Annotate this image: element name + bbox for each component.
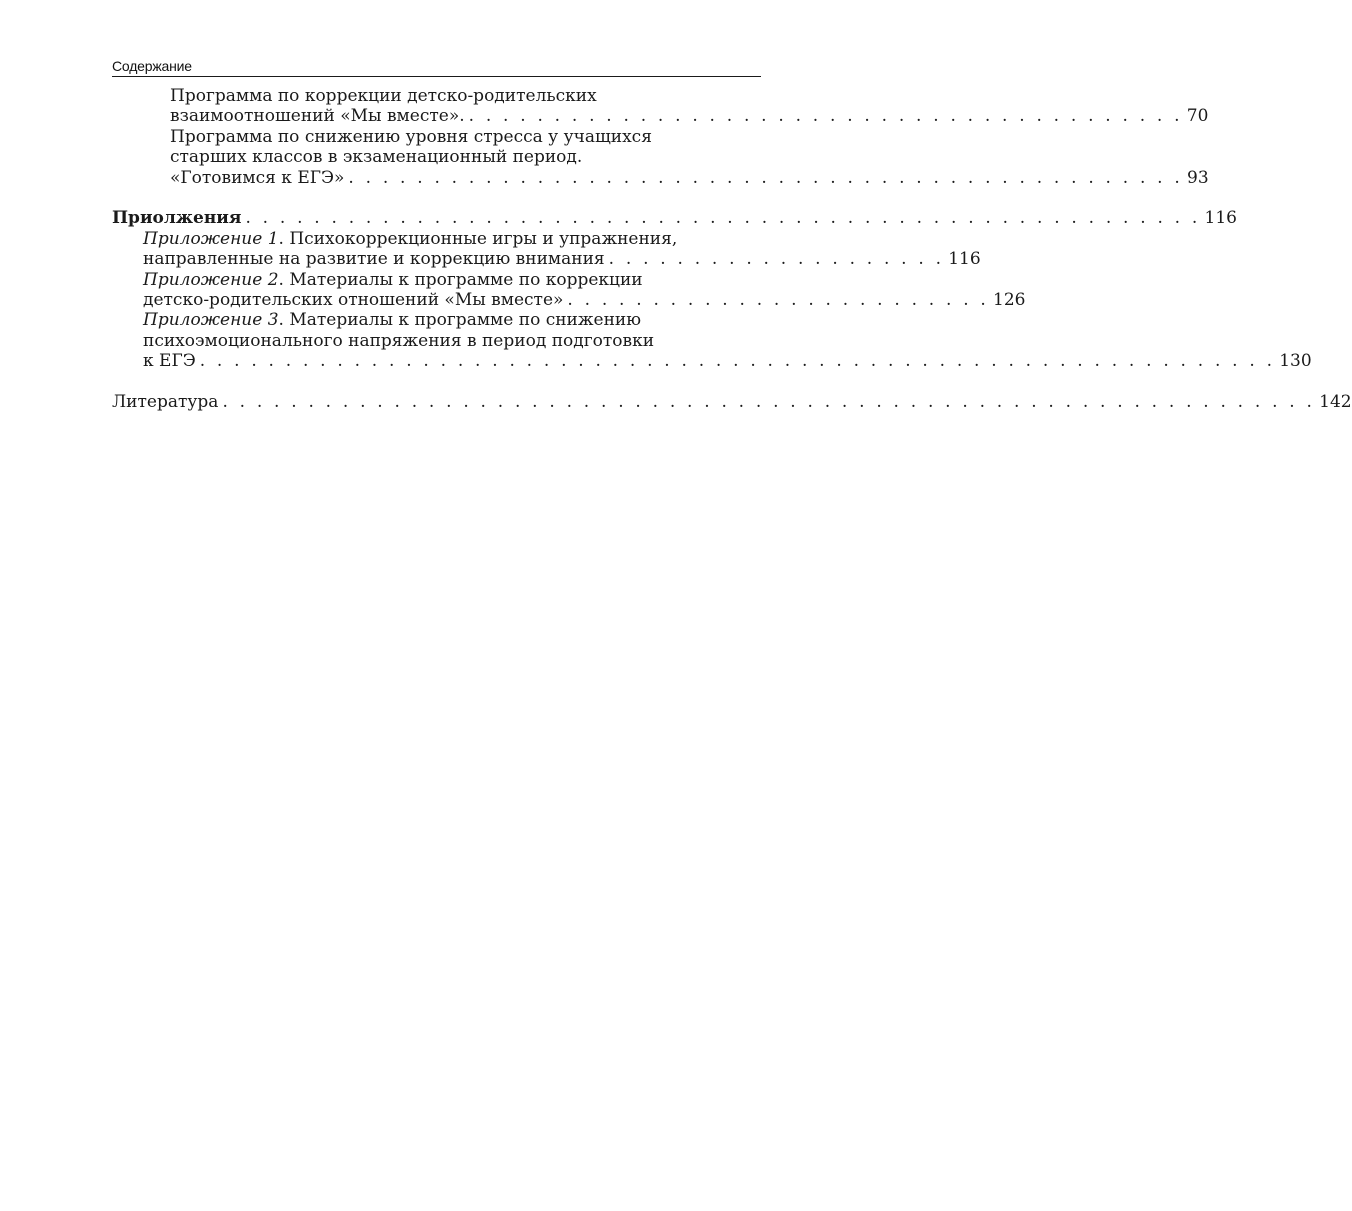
table-of-contents: [112, 86, 1352, 413]
toc-section-title: Приолжения: [112, 208, 242, 229]
toc-section-title: Литература: [112, 392, 219, 413]
header-rule: [112, 76, 761, 77]
toc-entry-text: . Материалы к программе по коррекции: [278, 269, 643, 290]
toc-page-number: 116: [1204, 208, 1237, 229]
toc-entry-text: Программа по снижению уровня стресса у учащихся: [170, 126, 652, 147]
dot-leader: . . . . . . . . . . . . . . . . . . . . . . . . . . . . . . . . . . . . . . . . . . . . . . . . .: [348, 167, 1183, 188]
dot-leader: . . . . . . . . . . . . . . . . . . . . . . . . .: [567, 290, 990, 311]
toc-page-number: 142: [1319, 392, 1352, 413]
toc-appendix-label: Приложение 3: [143, 310, 279, 331]
toc-entry-text: . Материалы к программе по снижению: [278, 310, 642, 331]
dot-leader: . . . . . . . . . . . . . . . . . . . . . . . . . . . . . . . . . . . . . . . . . . . . . . . . . . . . . . . . . . . . . . . .: [222, 392, 1316, 413]
spacer: [112, 188, 758, 208]
toc-appendix-label: Приложение 1: [143, 228, 279, 249]
toc-entry-appendix-2[interactable]: [112, 269, 1026, 311]
toc-entry-text: направленные на развитие и коррекцию внимания: [143, 249, 605, 270]
dot-leader: . . . . . . . . . . . . . . . . . . . . . . . . . . . . . . . . . . . . . . . . . .: [468, 106, 1183, 127]
toc-entry-literature[interactable]: [112, 392, 1352, 413]
toc-entry-program-stress[interactable]: [112, 126, 1209, 188]
dot-leader: . . . . . . . . . . . . . . . . . . . . . . . . . . . . . . . . . . . . . . . . . . . . . . . . . . . . . . . .: [245, 208, 1201, 229]
toc-page-number: 70: [1186, 106, 1209, 127]
running-head: Содержание: [112, 58, 192, 74]
toc-page-number: 130: [1279, 351, 1312, 372]
toc-entry-appendix-3[interactable]: [112, 310, 1312, 372]
spacer: [112, 372, 758, 392]
dot-leader: . . . . . . . . . . . . . . . . . . . .: [608, 249, 945, 270]
toc-entry-appendices[interactable]: [112, 208, 1237, 229]
toc-entry-text: старших классов в экзаменационный период.: [170, 147, 583, 168]
toc-entry-program-parent-child[interactable]: [112, 86, 1209, 127]
toc-page-number: 93: [1187, 167, 1209, 188]
toc-entry-text: к ЕГЭ: [143, 351, 196, 372]
toc-page-number: 116: [948, 249, 981, 270]
toc-entry-text: взаимоотношений «Мы вместе».: [170, 106, 465, 127]
toc-appendix-label: Приложение 2: [143, 269, 279, 290]
dot-leader: . . . . . . . . . . . . . . . . . . . . . . . . . . . . . . . . . . . . . . . . . . . . . . . . . . . . . . . . . . . . . . .: [199, 351, 1276, 372]
toc-entry-appendix-1[interactable]: [112, 228, 981, 270]
toc-entry-text: психоэмоционального напряжения в период подготовки: [143, 330, 655, 351]
toc-entry-text: . Психокоррекционные игры и упражнения,: [278, 228, 678, 249]
toc-entry-text: «Готовимся к ЕГЭ»: [170, 167, 345, 188]
toc-page-number: 126: [993, 290, 1026, 311]
toc-entry-text: детско-родительских отношений «Мы вместе»: [143, 290, 564, 311]
toc-entry-text: Программа по коррекции детско-родительских: [170, 86, 597, 106]
